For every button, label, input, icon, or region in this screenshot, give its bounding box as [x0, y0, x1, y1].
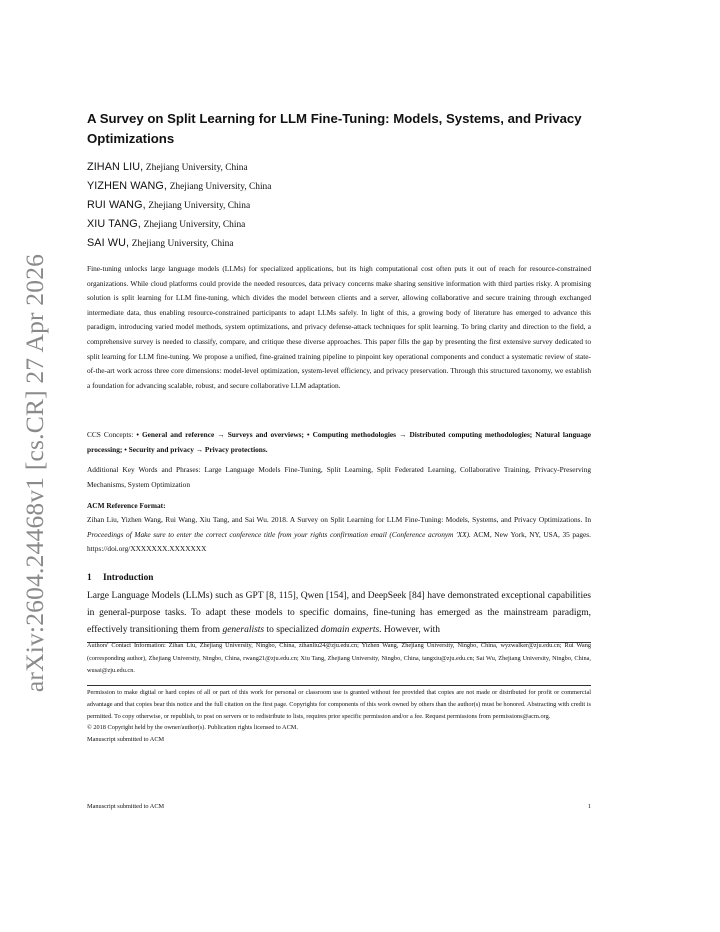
arxiv-stamp [6, 253, 64, 693]
permission-text: Permission to make digital or hard copies of all or part of this work for personal or classroom use is granted without fee provided that copies are not made or distributed for profit or commercial advantage and that copies bear this notice and the full citation on the first page. Copyrights for components of this work owned by others than the author(s) must be honored. Abstracting with credit is permitted. To copy otherwise, or republish, to post on servers or to redistribute to lists, requires prior specific permission and/or a fee. Request permissions from permissions@acm.org. [87, 689, 591, 720]
ccs-item: • General and reference → Surveys and overviews; [136, 430, 304, 439]
author-name: SAI WU, [87, 237, 130, 249]
reference-venue: Proceedings of Make sure to enter the correct conference title from your rights confirmation email (Conference acronym 'XX). [87, 529, 471, 539]
ccs-item: Natural language processing; [87, 430, 591, 454]
author-affiliation: Zhejiang University, China [169, 182, 272, 192]
manuscript-note: Manuscript submitted to ACM [87, 736, 165, 744]
intro-emphasis: generalists [222, 625, 265, 635]
copyright-line: © 2018 Copyright held by the owner/author(s). Publication rights licensed to ACM. [87, 724, 298, 732]
abstract: Fine-tuning unlocks large language models (LLMs) for specialized applications, but its high computational cost often puts it out of reach for resource-constrained organizations. While cloud platforms could provide the needed resources, data privacy concerns make sharing sensitive information with third parties risky. A promising solution is split learning for LLM fine-tuning, which divides the model between clients and a server, allowing collaborative and secure training through exchanged intermediate data, thus enabling resource-constrained participants to adapt LLMs safely. In light of this, a growing body of literature has emerged to advance this paradigm, introducing varied model methods, system optimizations, and privacy defense-attack techniques for split learning. To bring clarity and direction to the field, a comprehensive survey is needed to classify, compare, and critique these diverse approaches. This paper fills the gap by presenting the first extensive survey dedicated to split learning for LLM fine-tuning. We propose a unified, fine-grained training pipeline to pinpoint key operational components and conduct a systematic review of state-of-the-art work across three core dimensions: model-level optimization, system-level efficiency, and privacy preservation. Through this structured taxonomy, we establish a foundation for advancing scalable, robust, and secure collaborative LLM adaptation. [87, 264, 591, 390]
author-name: YIZHEN WANG, [87, 180, 167, 192]
author-affiliation: Zhejiang University, China [131, 239, 234, 249]
author-list [87, 158, 591, 253]
author-name: XIU TANG, [87, 218, 141, 230]
page-footer [87, 802, 591, 812]
arxiv-stamp-text: arXiv:2604.24468v1 [cs.CR] 27 Apr 2026 [20, 253, 49, 693]
page-number: 1 [587, 803, 591, 810]
intro-paragraph [87, 588, 591, 639]
ccs-item: • Security and privacy → Privacy protections. [122, 444, 268, 454]
reference-text-before: Zihan Liu, Yizhen Wang, Rui Wang, Xiu Tang, and Sai Wu. 2018. A Survey on Split Learning for LLM Fine-Tuning: Models, Systems, and Privacy Optimizations. In [87, 515, 591, 524]
section-title: Introduction [103, 573, 154, 583]
section-number: 1 [87, 573, 92, 583]
author-name: ZIHAN LIU, [87, 161, 144, 173]
permission-divider [87, 685, 591, 686]
reference-heading: ACM Reference Format: [87, 501, 166, 510]
author-entry [87, 234, 591, 253]
reference-text-after: ACM, New York, NY, USA, 35 pages. https://doi.org/XXXXXXX.XXXXXXX [87, 529, 591, 554]
intro-text: Large Language Models (LLMs) such as GPT [8, 115], Qwen [154], and DeepSeek [84] have demonstrated exceptional capabilities in general-purpose tasks. To adapt these models to specific domains, fine-tuning has emerged as the mainstream paradigm, effectively transitioning them from [87, 591, 591, 635]
intro-text: . However, with [379, 625, 440, 635]
author-entry [87, 177, 591, 196]
paper-title: A Survey on Split Learning for LLM Fine-Tuning: Models, Systems, and Privacy Optimizations [87, 111, 582, 146]
author-contact-info: Authors' Contact Information: Zihan Liu, Zhejiang University, Ningbo, China, zihanliu24@zju.edu.cn; Yizhen Wang, Zhejiang University, Ningbo, China, wyzwalker@zju.edu.cn; Rui Wang (corresponding author), Zhejiang University, Ningbo, China, rwang21@zju.edu.cn; Xiu Tang, Zhejiang University, Ningbo, China, tangxiu@zju.edu.cn; Sai Wu, Zhejiang University, Ningbo, China, wusai@zju.edu.cn. [87, 642, 591, 675]
author-affiliation: Zhejiang University, China [148, 201, 251, 211]
footer-note: Manuscript submitted to ACM [87, 803, 165, 810]
intro-text: to specialized [264, 625, 321, 635]
ccs-concepts [87, 428, 591, 457]
author-affiliation: Zhejiang University, China [145, 163, 248, 173]
author-entry [87, 215, 591, 234]
ccs-item: • Computing methodologies → Distributed computing methodologies; [303, 430, 533, 439]
intro-emphasis: domain experts [320, 625, 380, 635]
keywords: Additional Key Words and Phrases: Large Language Models Fine-Tuning, Split Learning, Split Federated Learning, Collaborative Training, Privacy-Preserving Mechanisms, System Optimization [87, 465, 591, 489]
reference-text [87, 513, 591, 557]
author-entry [87, 158, 591, 177]
author-name: RUI WANG, [87, 199, 146, 211]
section-heading [87, 571, 153, 585]
author-affiliation: Zhejiang University, China [143, 220, 246, 230]
ccs-label: CCS Concepts: [87, 430, 137, 439]
author-entry [87, 196, 591, 215]
permission-block [87, 687, 591, 746]
